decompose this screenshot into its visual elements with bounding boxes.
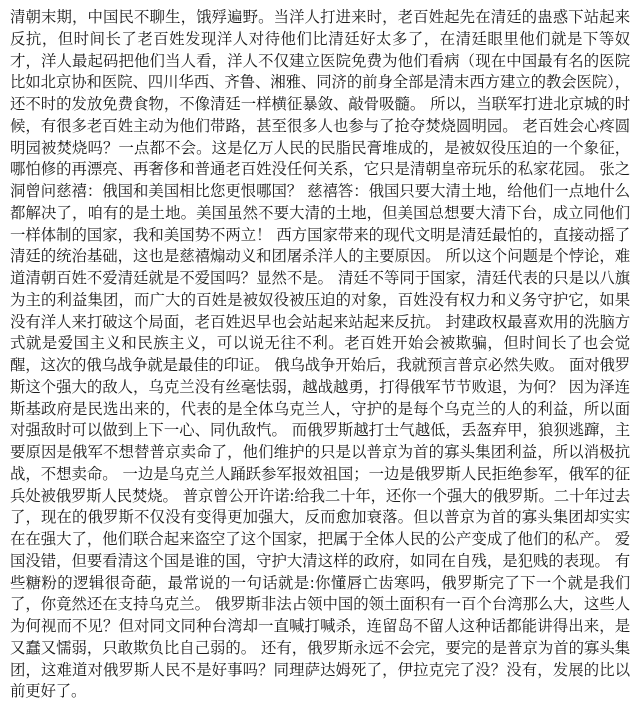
article-body: 清朝末期，中国民不聊生，饿殍遍野。当洋人打进来时，老百姓起先在清廷的蛊惑下站起来反抗，但时间长了老百姓发现洋人对待他们比清廷好太多了，在清廷眼里他们就是下等奴才，洋人最起码把他们当人看，洋人不仅建立医院免费为他们看病（现在中国最有名的医院比如北京协和医院、四川华西、齐鲁、湘雅、同济的前身全部是清末西方建立的教会医院），还不时的发放免费食物，不像清廷一样横征暴敛、敲骨吸髓。 所以，当联军打进北京城的时候，有很多老百姓主动为他们带路，甚至很多人也参与了抢夺焚烧圆明园。 老百姓会心疼圆明园被焚烧吗？一点都不会。这是亿万人民的民脂民膏堆成的，是被奴役压迫的一个象征，哪怕修的再漂亮、再奢侈和普通老百姓没任何关系，它只是清朝皇帝玩乐的私家花园。 张之洞曾问慈禧：俄国和美国相比您更恨哪国？ 慈禧答：俄国只要大清土地，给他们一点地什么都解决了，咱有的是土地。美国虽然不要大清的土地，但美国总想要大清下台，成立同他们一样体制的国家，我和美国势不两立！ 西方国家带来的现代文明是清廷最怕的，直接动摇了清廷的统治基础，这也是慈禧煽动义和团屠杀洋人的主要原因。 所以这个问题是个悖论，难道清朝百姓不爱清廷就是不爱国吗？显然不是。 清廷不等同于国家，清廷代表的只是以八旗为主的利益集团，而广大的百姓是被奴役被压迫的对象，百姓没有权力和义务守护它，如果没有洋人来打破这个局面，老百姓迟早也会站起来站起来反抗。 封建政权最喜欢用的洗脑方式就是爱国主义和民族主义，可以说无往不利。老百姓开始会被欺骗，但时间长了也会觉醒，这次的俄乌战争就是最佳的印证。 俄乌战争开始后，我就预言普京必然失败。 面对俄罗斯这个强大的敌人，乌克兰没有丝毫怯弱，越战越勇，打得俄军节节败退，为何？ 因为泽连斯基政府是民选出来的，代表的是全体乌克兰人，守护的是每个乌克兰的人的利益，所以面对强敌时可以做到上下一心、同仇敌忾。 而俄罗斯越打士气越低，丢盔弃甲，狼狈逃蹿，主要原因是俄军不想替普京卖命了，他们维护的只是以普京为首的寡头集团利益，所以消极抗战，不想卖命。 一边是乌克兰人踊跃参军报效祖国；一边是俄罗斯人民拒绝参军，俄军的征兵处被俄罗斯人民焚烧。 普京曾公开许诺:给我二十年，还你一个强大的俄罗斯。二十年过去了，现在的俄罗斯不仅没有变得更加强大，反而愈加衰落。但以普京为首的寡头集团却实实在在强大了，他们联合起来盗空了这个国家，把属于全体人民的公产变成了他们的私产。 爱国没错，但要看清这个国是谁的国，守护大清这样的政府，如同在自残，是犯贱的表现。 有些糖粉的逻辑很奇葩，最常说的一句话就是:你懂唇亡齿寒吗，俄罗斯完了下一个就是我们了，你竟然还在支持乌克兰。 俄罗斯非法占领中国的领土面积有一百个台湾那么大，这些人为何视而不见？但对同文同种台湾却一直喊打喊杀，连留岛不留人这种话都能讲得出来，是又蠢又懦弱，只敢欺负比自己弱的。 还有，俄罗斯永远不会完，要完的是普京为首的寡头集团，这难道对俄罗斯人民不是好事吗？同理萨达姆死了，伊拉克完了没？没有，发展的比以前更好了。 (10, 8, 630, 701)
